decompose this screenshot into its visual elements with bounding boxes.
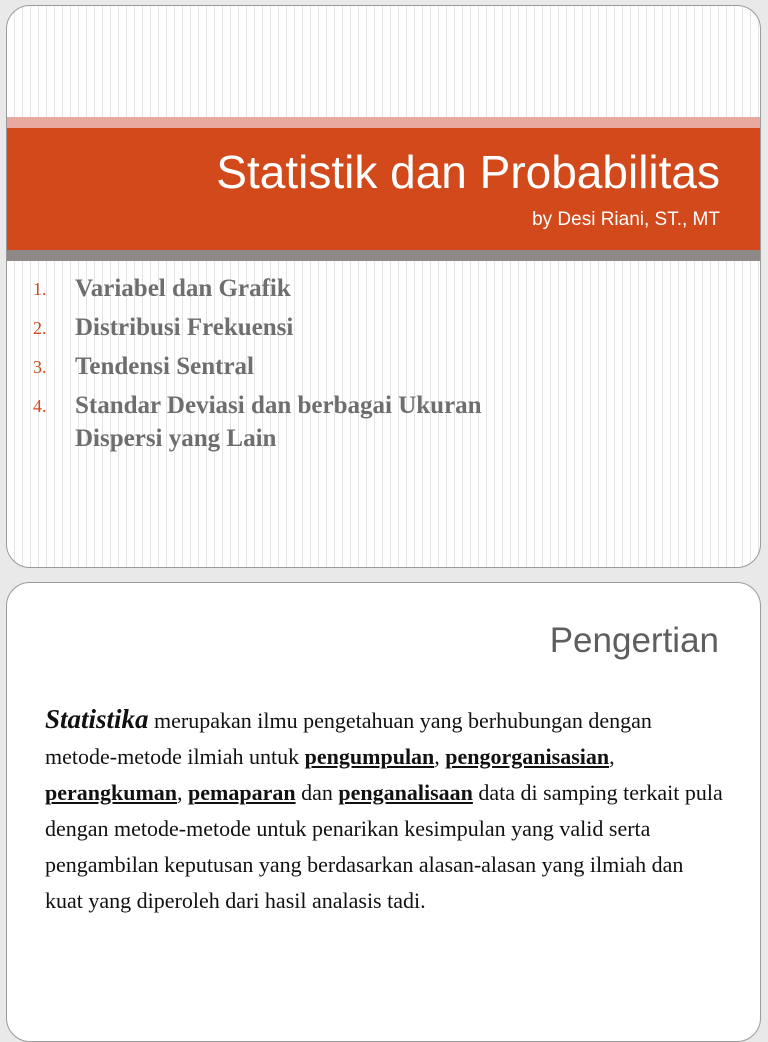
slide-subtitle: by Desi Riani, ST., MT bbox=[532, 209, 720, 230]
item-number: 3. bbox=[33, 357, 47, 377]
paragraph-text: dan bbox=[295, 780, 339, 805]
definition-paragraph bbox=[45, 701, 725, 919]
paragraph-text: , bbox=[434, 744, 446, 769]
accent-band-top bbox=[7, 117, 760, 128]
item-number: 2. bbox=[33, 318, 47, 338]
definition-slide bbox=[6, 582, 761, 1042]
keyword: perangkuman bbox=[45, 780, 178, 805]
paragraph-text: , bbox=[177, 780, 189, 805]
item-text: Distribusi Frekuensi bbox=[75, 314, 294, 341]
item-number: 4. bbox=[33, 396, 47, 416]
keyword: pemaparan bbox=[188, 780, 296, 805]
agenda-item bbox=[7, 272, 555, 305]
item-text: Tendensi Sentral bbox=[75, 353, 254, 380]
keyword: penganalisaan bbox=[338, 780, 473, 805]
keyword: pengorganisasian bbox=[445, 744, 610, 769]
item-number: 1. bbox=[33, 279, 47, 299]
lead-term: Statistika bbox=[45, 704, 149, 734]
agenda-item bbox=[7, 389, 555, 455]
paragraph-text: merupakan ilmu pengetahuan yang berhubungan dengan metode-metode ilmiah untuk bbox=[45, 708, 652, 769]
paragraph-text: data di samping terkait pula dengan metode-metode untuk penarikan kesimpulan yang valid serta pengambilan keputusan yang berdasarkan alasan-alasan yang ilmiah dan kuat yang diperoleh dari hasil analasis tadi. bbox=[45, 780, 723, 913]
item-text: Standar Deviasi dan berbagai Ukuran Dispersi yang Lain bbox=[75, 392, 482, 452]
agenda-item bbox=[7, 350, 555, 383]
agenda-list bbox=[7, 272, 555, 461]
slide-title: Statistik dan Probabilitas bbox=[216, 146, 720, 198]
item-text: Variabel dan Grafik bbox=[75, 275, 291, 302]
agenda-item bbox=[7, 311, 555, 344]
slide-title: Pengertian bbox=[549, 621, 719, 660]
paragraph-text: , bbox=[609, 744, 615, 769]
accent-band-bottom bbox=[7, 250, 760, 261]
keyword: pengumpulan bbox=[304, 744, 435, 769]
title-slide bbox=[6, 5, 761, 568]
